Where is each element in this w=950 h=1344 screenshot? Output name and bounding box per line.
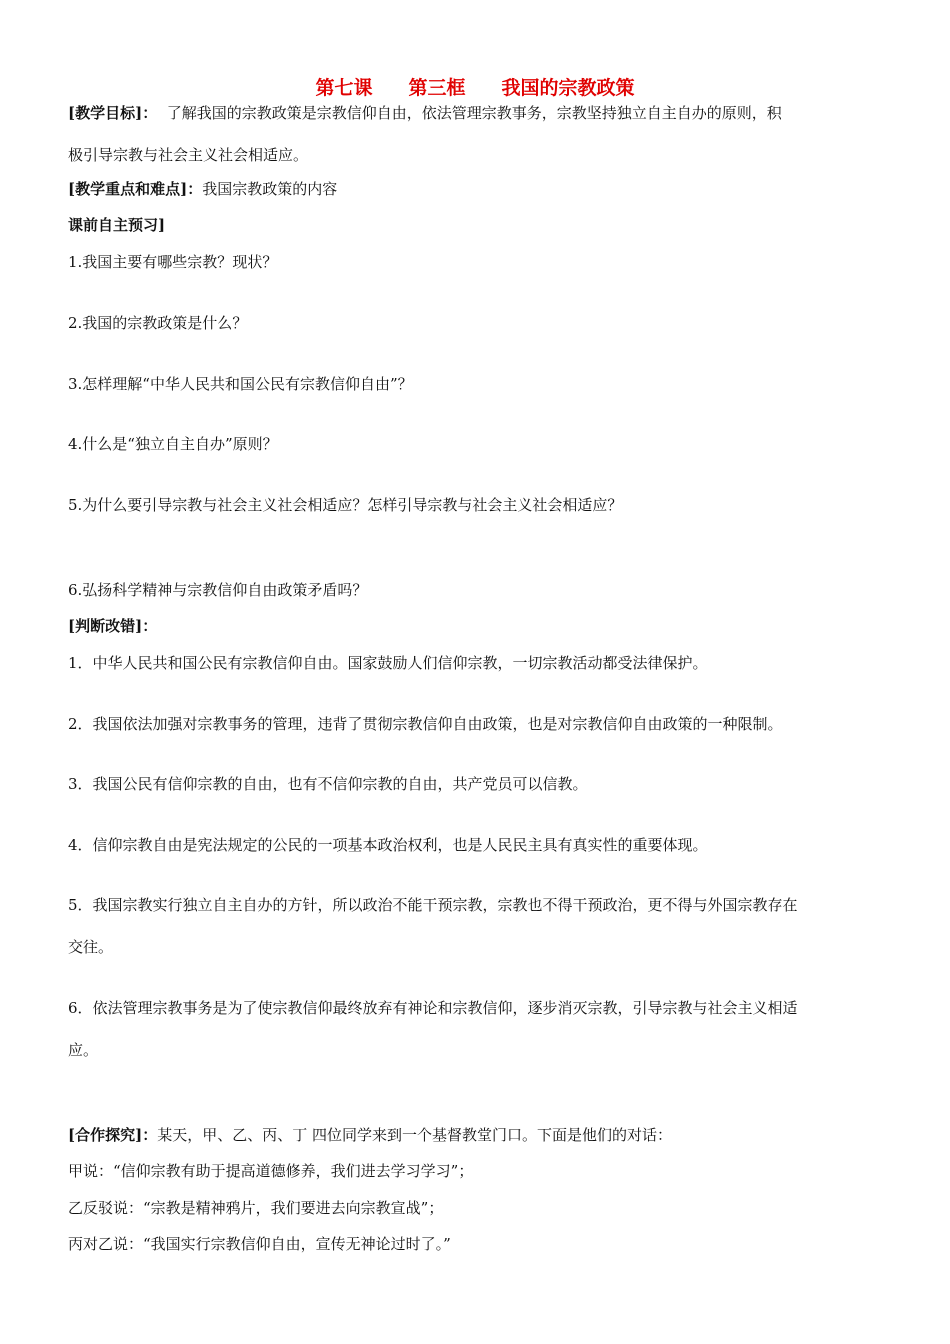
key-points-text: 我国宗教政策的内容: [202, 180, 338, 198]
objectives-line-2: 极引导宗教与社会主义社会相适应。: [68, 146, 309, 164]
preview-question: 4.什么是“独立自主自办”原则？: [68, 435, 278, 453]
preview-question: 3.怎样理解“中华人民共和国公民有宗教信仰自由”？: [68, 375, 413, 393]
explore-label: [合作探究]：: [68, 1126, 158, 1144]
judge-item: 3．我国公民有信仰宗教的自由，也有不信仰宗教的自由，共产党员可以信教。: [68, 775, 588, 793]
preview-question: 5.为什么要引导宗教与社会主义社会相适应？怎样引导宗教与社会主义社会相适应？: [68, 496, 623, 514]
preview-heading: 课前自主预习]: [68, 216, 166, 234]
judge-item: 6．依法管理宗教事务是为了使宗教信仰最终放弃有神论和宗教信仰，逐步消灭宗教，引导宗教与社会主义相适: [68, 999, 798, 1017]
title-lesson: 第七课: [315, 77, 373, 99]
dialogue-line: 乙反驳说：“宗教是精神鸦片，我们要进去向宗教宣战”；: [68, 1199, 444, 1217]
dialogue-line: 丙对乙说：“我国实行宗教信仰自由，宣传无神论过时了。”: [68, 1235, 451, 1253]
judge-item: 5．我国宗教实行独立自主自办的方针，所以政治不能干预宗教，宗教也不得干预政治，更不得与外国宗教存在: [68, 896, 798, 914]
judge-item: 2．我国依法加强对宗教事务的管理，违背了贯彻宗教信仰自由政策，也是对宗教信仰自由政策的一种限制。: [68, 715, 783, 733]
objectives-label: [教学目标]：: [68, 104, 158, 122]
title-frame: 第三框: [408, 77, 466, 99]
title-topic: 我国的宗教政策: [501, 77, 635, 99]
key-points: [68, 179, 337, 199]
preview-question: 6.弘扬科学精神与宗教信仰自由政策矛盾吗？: [68, 581, 368, 599]
judge-item-continuation: 应。: [68, 1041, 99, 1059]
judge-heading: [判断改错]：: [68, 617, 158, 635]
judge-item: 1．中华人民共和国公民有宗教信仰自由。国家鼓励人们信仰宗教，一切宗教活动都受法律保护。: [68, 654, 708, 672]
explore-intro-text: 某天，甲、乙、丙、丁 四位同学来到一个基督教堂门口。下面是他们的对话：: [157, 1126, 672, 1144]
preview-question: 1.我国主要有哪些宗教？现状？: [68, 253, 278, 271]
judge-item: 4．信仰宗教自由是宪法规定的公民的一项基本政治权利，也是人民民主具有真实性的重要体现。: [68, 836, 708, 854]
page-title: [0, 76, 950, 100]
preview-question: 2.我国的宗教政策是什么？: [68, 314, 248, 332]
key-points-label: [教学重点和难点]：: [68, 180, 203, 198]
objectives-line-1: [68, 103, 782, 123]
dialogue-line: 甲说：“信仰宗教有助于提高道德修养，我们进去学习学习”；: [68, 1162, 474, 1180]
judge-item-continuation: 交往。: [68, 938, 114, 956]
objectives-text: 了解我国的宗教政策是宗教信仰自由，依法管理宗教事务，宗教坚持独立自主自办的原则，积: [166, 104, 782, 122]
explore-intro: [68, 1125, 672, 1145]
